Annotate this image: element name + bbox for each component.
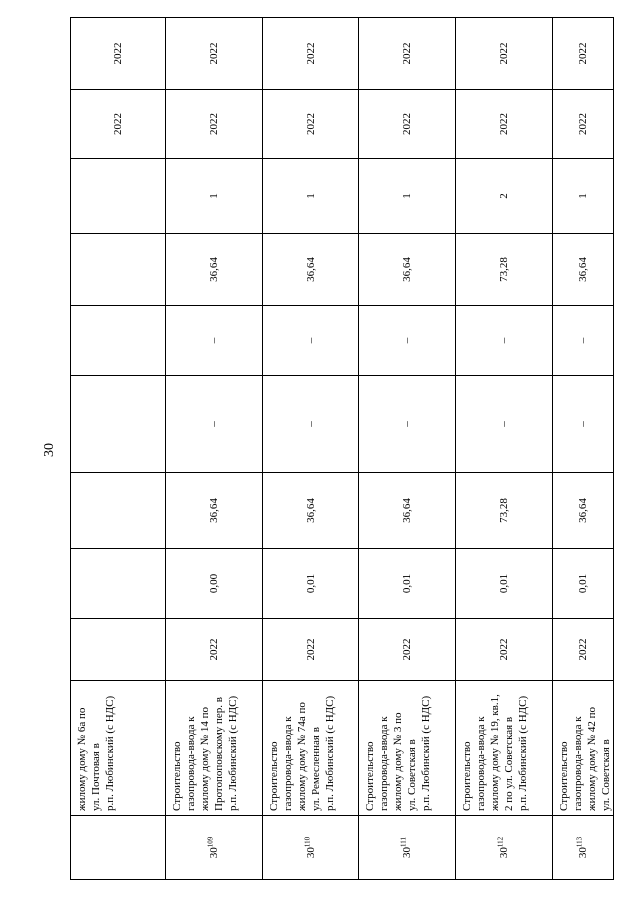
value-cell-c4: –: [456, 306, 553, 376]
value-cell-c8: 2022: [263, 18, 359, 90]
project-name-line: р.п. Любинский (с НДС): [420, 695, 432, 811]
value-cell-c5: 36,64: [263, 234, 359, 306]
value-cell-c7: 2022: [71, 90, 166, 159]
value-cell-c6: 2: [456, 159, 553, 234]
value-cell-c5: 36,64: [166, 234, 263, 306]
project-name-line: 2 по ул. Советская в: [503, 716, 515, 811]
value-cell-c8: 2022: [71, 18, 166, 90]
value-cell-year: 2022: [456, 619, 553, 681]
value-cell-c4: –: [553, 306, 614, 376]
table-row: [166, 18, 263, 880]
value-cell-c1: 0,01: [553, 549, 614, 619]
row-number-superscript: 109: [206, 836, 215, 848]
value-cell-c8: 2022: [553, 18, 614, 90]
value-cell-c3: –: [553, 376, 614, 473]
value-cell-c3: –: [456, 376, 553, 473]
project-name-line: Строительство: [171, 741, 183, 811]
page-number: 30: [42, 443, 57, 457]
value-cell-c2: 36,64: [359, 473, 456, 549]
value-cell-c2: 36,64: [166, 473, 263, 549]
rotated-table-wrapper: [70, 18, 612, 880]
project-name-line: р.п. Любинский (с НДС): [104, 695, 116, 811]
value-cell-c6: 1: [553, 159, 614, 234]
value-cell-year: 2022: [263, 619, 359, 681]
row-number-cell: [263, 816, 359, 880]
value-cell-c7: 2022: [456, 90, 553, 159]
value-cell-c4: [71, 306, 166, 376]
project-name-line: р.п. Любинский (с НДС): [517, 695, 529, 811]
row-number: 30: [577, 847, 589, 859]
row-number-superscript: 112: [496, 836, 505, 848]
value-cell-c1: 0,01: [263, 549, 359, 619]
value-cell-year: 2022: [553, 619, 614, 681]
value-cell-c3: –: [166, 376, 263, 473]
value-cell-c6: 1: [166, 159, 263, 234]
table-row: [263, 18, 359, 880]
project-name-line: Строительство: [558, 741, 570, 811]
value-cell-c2: [71, 473, 166, 549]
value-cell-c6: [71, 159, 166, 234]
row-number-superscript: 111: [399, 837, 408, 847]
value-cell-c2: 36,64: [553, 473, 614, 549]
project-name-line: газопровода-ввода к: [378, 716, 390, 811]
table-row: [359, 18, 456, 880]
project-name-line: газопровода-ввода к: [572, 716, 584, 811]
value-cell-c1: 0,01: [359, 549, 456, 619]
row-number-superscript: 110: [302, 836, 311, 848]
project-name-line: Строительство: [268, 741, 280, 811]
value-cell-c7: 2022: [166, 90, 263, 159]
value-cell-c1: 0,00: [166, 549, 263, 619]
value-cell-c7: 2022: [553, 90, 614, 159]
project-name-cell: [359, 681, 456, 816]
project-name-line: ул. Советская в: [600, 739, 612, 811]
value-cell-c5: 36,64: [553, 234, 614, 306]
value-cell-c7: 2022: [359, 90, 456, 159]
row-number-cell: [553, 816, 614, 880]
value-cell-c3: –: [359, 376, 456, 473]
value-cell-c2: 73,28: [456, 473, 553, 549]
value-cell-year: [71, 619, 166, 681]
project-name-line: р.п. Любинский (с НДС): [227, 695, 239, 811]
row-number: 30: [304, 847, 317, 859]
project-name-line: жилому дому № 6а по: [76, 707, 88, 811]
project-name-line: жилому дому № 14 по: [199, 707, 211, 811]
value-cell-c3: –: [263, 376, 359, 473]
row-number-cell: [166, 816, 263, 880]
project-name-cell: [553, 681, 614, 816]
row-number: 30: [401, 847, 413, 858]
project-name-line: газопровода-ввода к: [185, 716, 197, 811]
value-cell-c5: 36,64: [359, 234, 456, 306]
project-name-line: жилому дому № 42 по: [586, 707, 598, 811]
value-cell-c1: [71, 549, 166, 619]
value-cell-c8: 2022: [359, 18, 456, 90]
row-number-cell: [359, 816, 456, 880]
row-number-superscript: 113: [575, 836, 584, 848]
value-cell-c5: [71, 234, 166, 306]
row-number-cell: [71, 816, 166, 880]
value-cell-year: 2022: [359, 619, 456, 681]
table-row: [553, 18, 614, 880]
value-cell-c2: 36,64: [263, 473, 359, 549]
project-name-line: Строительство: [461, 741, 473, 811]
project-name-line: жилому дому № 19, кв.1,: [489, 694, 501, 811]
value-cell-c6: 1: [359, 159, 456, 234]
project-name-line: Протопоповскому пер. в: [213, 697, 225, 811]
value-cell-c8: 2022: [166, 18, 263, 90]
row-number-cell: [456, 816, 553, 880]
project-name-line: ул. Советская в: [406, 739, 418, 811]
value-cell-c8: 2022: [456, 18, 553, 90]
row-number: 30: [208, 847, 220, 859]
project-name-cell: [456, 681, 553, 816]
project-name-line: жилому дому № 3 по: [392, 712, 404, 811]
table-row: [71, 18, 166, 880]
project-name-cell: [71, 681, 166, 816]
project-name-line: ул. Ремесленная в: [310, 727, 322, 811]
project-name-line: ул. Почтовая в: [90, 743, 102, 811]
value-cell-c6: 1: [263, 159, 359, 234]
value-cell-c3: [71, 376, 166, 473]
value-cell-c7: 2022: [263, 90, 359, 159]
project-name-line: жилому дому № 74а по: [296, 702, 308, 811]
project-name-line: Строительство: [364, 741, 376, 811]
project-name-cell: [166, 681, 263, 816]
value-cell-c1: 0,01: [456, 549, 553, 619]
project-name-line: р.п. Любинский (с НДС): [324, 695, 336, 811]
project-name-cell: [263, 681, 359, 816]
project-name-line: газопровода-ввода к: [282, 716, 294, 811]
value-cell-c4: –: [166, 306, 263, 376]
value-cell-year: 2022: [166, 619, 263, 681]
project-name-line: газопровода-ввода к: [475, 716, 487, 811]
value-cell-c4: –: [263, 306, 359, 376]
value-cell-c5: 73,28: [456, 234, 553, 306]
row-number: 30: [498, 847, 510, 859]
investment-table: [70, 17, 614, 880]
value-cell-c4: –: [359, 306, 456, 376]
table-row: [456, 18, 553, 880]
